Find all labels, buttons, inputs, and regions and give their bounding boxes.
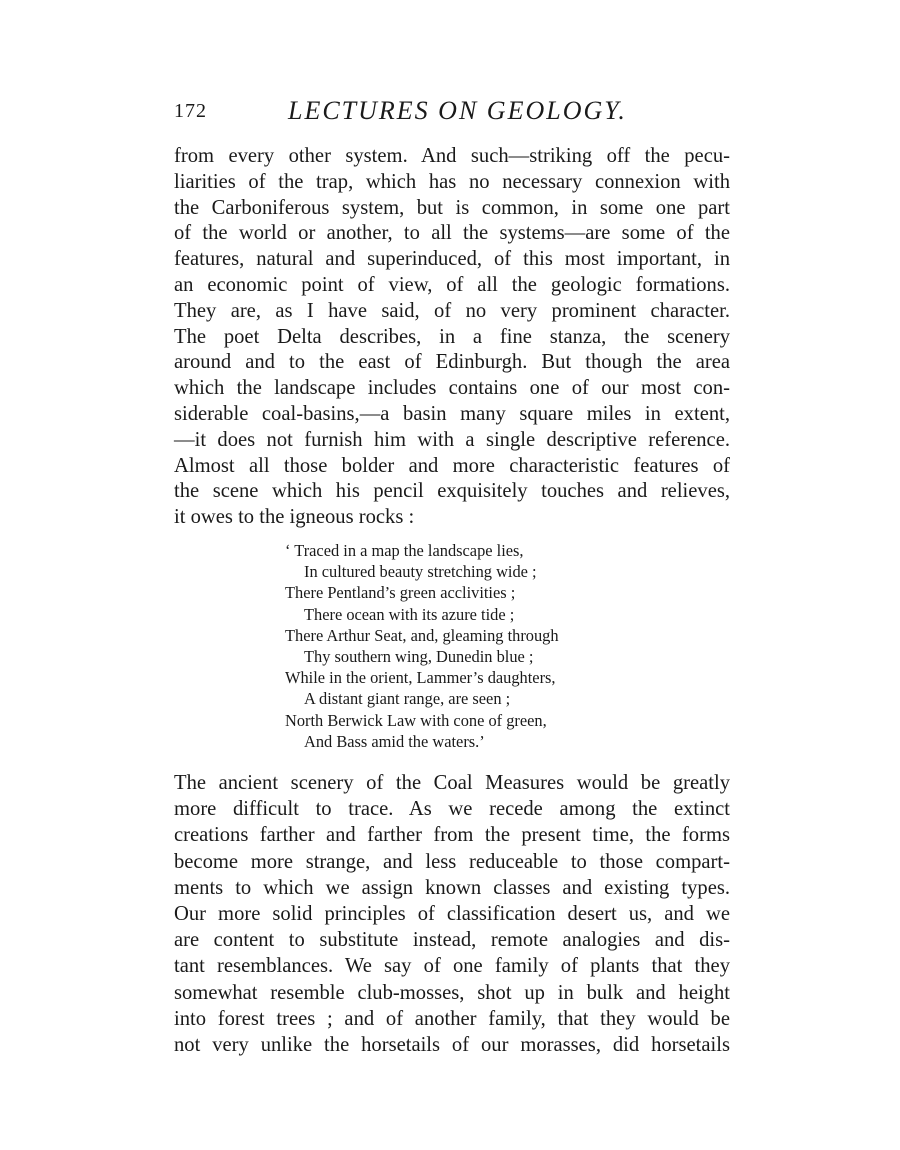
text-line: Our more solid principles of classification desert us, and we — [174, 902, 730, 925]
text-line: The poet Delta describes, in a fine stanza, the scenery — [174, 325, 730, 348]
text-line: —it does not furnish him with a single descriptive reference. — [174, 428, 730, 451]
text-line: the scene which his pencil exquisitely touches and relieves, — [174, 480, 730, 503]
text-line: features, natural and superinduced, of this most important, in — [174, 248, 730, 271]
text-line: which the landscape includes contains one of our most con- — [174, 377, 730, 400]
text-line: of the world or another, to all the systems—are some of the — [174, 222, 730, 245]
text-line: more difficult to trace. As we recede among the extinct — [174, 798, 730, 821]
text-line: creations farther and farther from the present time, the forms — [174, 824, 730, 847]
text-line: become more strange, and less reduceable to those compart- — [174, 850, 730, 873]
text-line: are content to substitute instead, remote analogies and dis- — [174, 929, 730, 952]
text-line: into forest trees ; and of another family, that they would be — [174, 1007, 730, 1030]
poem-line: Thy southern wing, Dunedin blue ; — [304, 646, 534, 666]
text-line: liarities of the trap, which has no necessary connexion with — [174, 170, 730, 193]
text-line: ments to which we assign known classes and existing types. — [174, 876, 730, 899]
poem-line: North Berwick Law with cone of green, — [285, 710, 547, 730]
text-line: an economic point of view, of all the geologic formations. — [174, 273, 730, 296]
paragraph-2 — [174, 770, 730, 1058]
poem-line: There Arthur Seat, and, gleaming through — [285, 625, 559, 645]
text-line: Almost all those bolder and more characteristic features of — [174, 454, 730, 477]
text-line: it owes to the igneous rocks : — [174, 506, 415, 529]
running-title: LECTURES ON GEOLOGY. — [288, 96, 627, 125]
poem-line: A distant giant range, are seen ; — [304, 689, 511, 709]
text-line: not very unlike the horsetails of our morasses, did horsetails — [174, 1033, 730, 1056]
text-line: They are, as I have said, of no very prominent character. — [174, 299, 730, 322]
text-line: siderable coal-basins,—a basin many square miles in extent, — [174, 402, 730, 425]
page-header — [174, 96, 730, 130]
text-line: around and to the east of Edinburgh. But though the area — [174, 351, 730, 374]
poem-line: There ocean with its azure tide ; — [304, 604, 515, 624]
page-number: 172 — [174, 100, 207, 122]
text-line: tant resemblances. We say of one family of plants that they — [174, 955, 730, 978]
poem-line: There Pentland’s green acclivities ; — [285, 583, 516, 603]
text-line: The ancient scenery of the Coal Measures would be greatly — [174, 772, 730, 794]
text-line: from every other system. And such—striking off the pecu- — [174, 145, 730, 167]
poem-line: While in the orient, Lammer’s daughters, — [285, 668, 556, 688]
poem-quotation — [285, 540, 625, 752]
text-line: the Carboniferous system, but is common, in some one part — [174, 196, 730, 219]
paragraph-1 — [174, 144, 730, 531]
poem-line: And Bass amid the waters.’ — [304, 731, 485, 751]
poem-line: In cultured beauty stretching wide ; — [304, 562, 537, 582]
poem-line: ‘ Traced in a map the landscape lies, — [285, 541, 524, 560]
text-line: somewhat resemble club-mosses, shot up in bulk and height — [174, 981, 730, 1004]
